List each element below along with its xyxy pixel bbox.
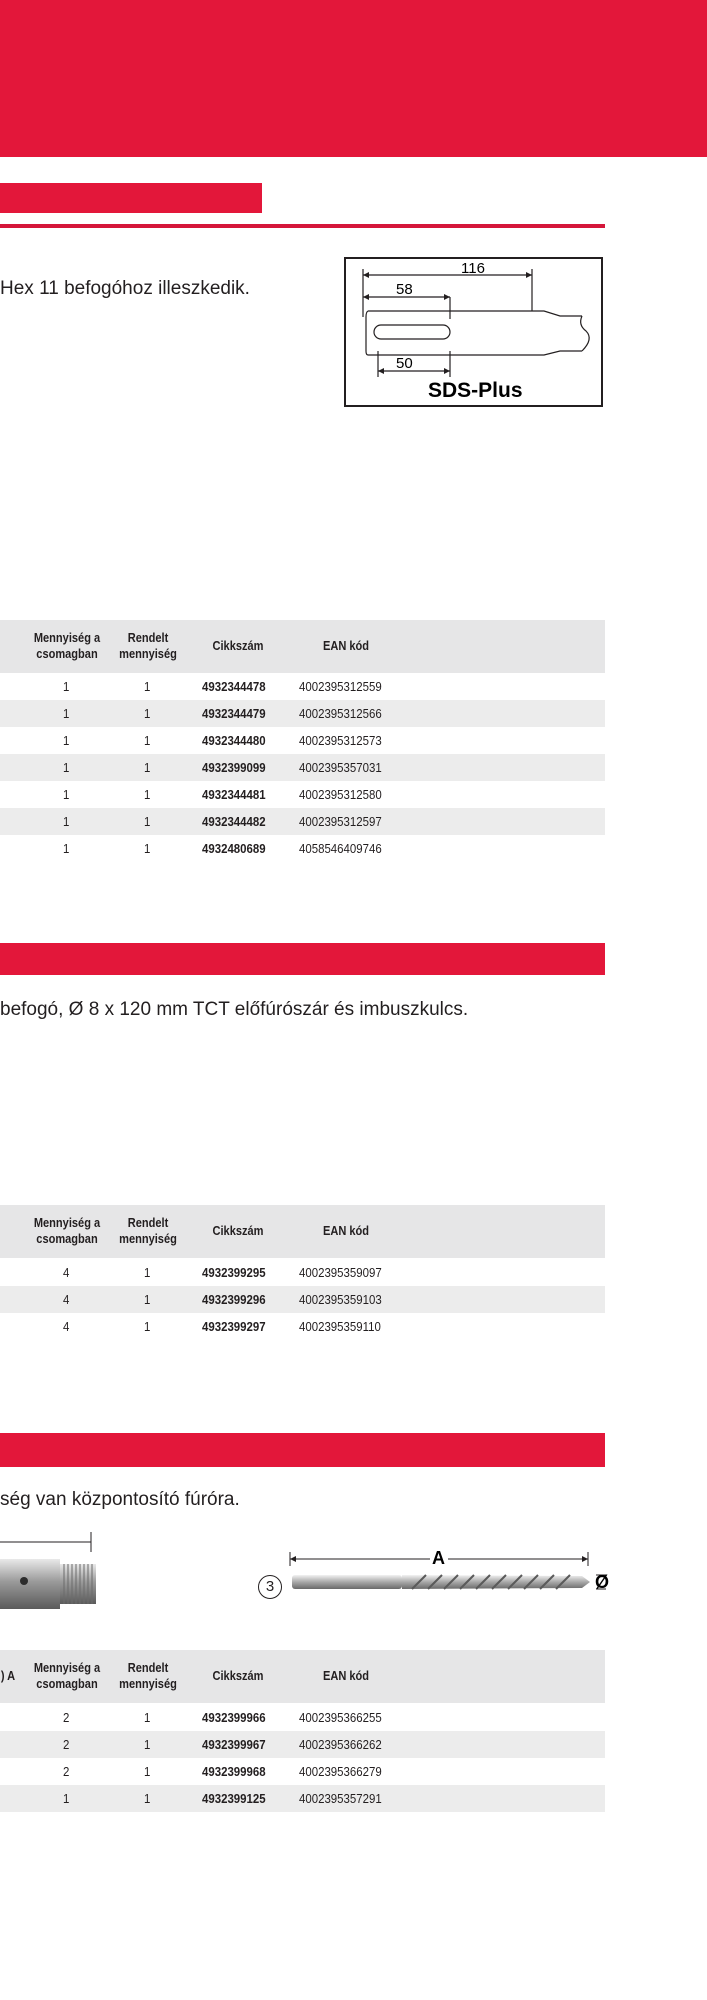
cell-ordered: 1 — [144, 1764, 151, 1779]
section-2-title-bar — [0, 943, 605, 975]
cell-article: 4932344482 — [202, 814, 266, 829]
cell-ordered: 1 — [144, 1791, 151, 1806]
cell-article: 4932344481 — [202, 787, 266, 802]
cell-ordered: 1 — [144, 760, 151, 775]
table-row — [0, 808, 605, 835]
table-1-header — [0, 620, 605, 673]
cell-article: 4932399966 — [202, 1710, 266, 1725]
dim-diameter-label: Ø — [595, 1572, 610, 1592]
cell-article: 4932399125 — [202, 1791, 266, 1806]
cell-qty: 1 — [63, 679, 70, 694]
header-ordered: Rendelt mennyiség — [119, 630, 177, 661]
cell-ean: 4058546409746 — [299, 841, 382, 856]
sds-plus-shank-drawing — [346, 259, 601, 405]
cell-qty: 2 — [63, 1764, 70, 1779]
cell-qty: 1 — [63, 787, 70, 802]
cell-ean: 4002395366262 — [299, 1737, 382, 1752]
cell-ordered: 1 — [144, 787, 151, 802]
cell-ean: 4002395312573 — [299, 733, 382, 748]
table-row — [0, 1704, 605, 1731]
cell-ean: 4002395366255 — [299, 1710, 382, 1725]
cell-ean: 4002395359110 — [299, 1319, 381, 1334]
table-row — [0, 754, 605, 781]
cell-article: 4932399967 — [202, 1737, 266, 1752]
cell-article: 4932344479 — [202, 706, 266, 721]
cell-qty: 1 — [63, 814, 70, 829]
table-3-header — [0, 1650, 605, 1703]
sds-plus-label: SDS-Plus — [428, 379, 523, 402]
cell-qty: 2 — [63, 1710, 70, 1725]
table-row — [0, 1259, 605, 1286]
cell-ordered: 1 — [144, 733, 151, 748]
table-row — [0, 1286, 605, 1313]
table-row — [0, 1313, 605, 1340]
table-2-header — [0, 1205, 605, 1258]
cell-ordered: 1 — [144, 1737, 151, 1752]
cell-article: 4932399297 — [202, 1319, 266, 1334]
header-qty: Mennyiség a csomagban — [33, 630, 101, 661]
cell-article: 4932344480 — [202, 733, 266, 748]
sds-plus-diagram — [344, 257, 603, 407]
cell-ean: 4002395357291 — [299, 1791, 382, 1806]
table-row — [0, 673, 605, 700]
cell-qty: 4 — [63, 1292, 70, 1307]
cell-qty: 4 — [63, 1319, 70, 1334]
centering-drill-illustration — [286, 1546, 610, 1602]
cell-qty: 1 — [63, 760, 70, 775]
dim-116-label: 116 — [461, 260, 485, 277]
section-3-title-bar — [0, 1433, 605, 1467]
cell-qty: 1 — [63, 1791, 70, 1806]
header-ean: EAN kód — [322, 638, 370, 653]
table-row — [0, 1758, 605, 1785]
drill-number-badge: 3 — [258, 1575, 282, 1599]
cell-article: 4932399295 — [202, 1265, 266, 1280]
section-1-intro: Hex 11 befogóhoz illeszkedik. — [0, 278, 250, 299]
table-row — [0, 1785, 605, 1812]
cell-ordered: 1 — [144, 1292, 151, 1307]
cell-ean: 4002395357031 — [299, 760, 382, 775]
table-row — [0, 1731, 605, 1758]
header-article: Cikkszám — [212, 1223, 264, 1238]
section-3-intro: ség van központosító fúróra. — [0, 1489, 240, 1510]
cell-qty: 1 — [63, 733, 70, 748]
table-row — [0, 700, 605, 727]
header-a-partial: ) A — [0, 1668, 16, 1683]
cell-qty: 1 — [63, 706, 70, 721]
header-ean: EAN kód — [322, 1223, 370, 1238]
cell-ean: 4002395366279 — [299, 1764, 382, 1779]
table-row — [0, 727, 605, 754]
dim-58-label: 58 — [396, 281, 413, 298]
header-article: Cikkszám — [212, 1668, 264, 1683]
section-1-title-bar — [0, 183, 262, 213]
table-row — [0, 781, 605, 808]
section-1-divider — [0, 224, 605, 228]
cell-ordered: 1 — [144, 679, 151, 694]
cell-ean: 4002395359097 — [299, 1265, 382, 1280]
cell-ean: 4002395312597 — [299, 814, 382, 829]
cell-qty: 2 — [63, 1737, 70, 1752]
adapter-illustration — [0, 1526, 100, 1606]
cell-article: 4932399296 — [202, 1292, 266, 1307]
cell-ordered: 1 — [144, 1265, 151, 1280]
table-row — [0, 835, 605, 862]
cell-ean: 4002395312566 — [299, 706, 382, 721]
cell-article: 4932344478 — [202, 679, 266, 694]
cell-ordered: 1 — [144, 841, 151, 856]
cell-ordered: 1 — [144, 1319, 151, 1334]
cell-qty: 4 — [63, 1265, 70, 1280]
cell-qty: 1 — [63, 841, 70, 856]
header-article: Cikkszám — [212, 638, 264, 653]
header-ordered: Rendelt mennyiség — [119, 1660, 177, 1691]
cell-ean: 4002395312559 — [299, 679, 382, 694]
cell-article: 4932399099 — [202, 760, 266, 775]
dim-a-label: A — [432, 1548, 445, 1568]
cell-article: 4932399968 — [202, 1764, 266, 1779]
header-qty: Mennyiség a csomagban — [33, 1215, 101, 1246]
cell-article: 4932480689 — [202, 841, 266, 856]
cell-ordered: 1 — [144, 1710, 151, 1725]
dim-50-label: 50 — [396, 355, 413, 372]
cell-ean: 4002395312580 — [299, 787, 382, 802]
header-ordered: Rendelt mennyiség — [119, 1215, 177, 1246]
cell-ordered: 1 — [144, 706, 151, 721]
cell-ordered: 1 — [144, 814, 151, 829]
header-ean: EAN kód — [322, 1668, 370, 1683]
cell-ean: 4002395359103 — [299, 1292, 382, 1307]
header-qty: Mennyiség a csomagban — [33, 1660, 101, 1691]
top-banner — [0, 0, 707, 157]
section-2-intro: befogó, Ø 8 x 120 mm TCT előfúrószár és imbuszkulcs. — [0, 999, 469, 1020]
